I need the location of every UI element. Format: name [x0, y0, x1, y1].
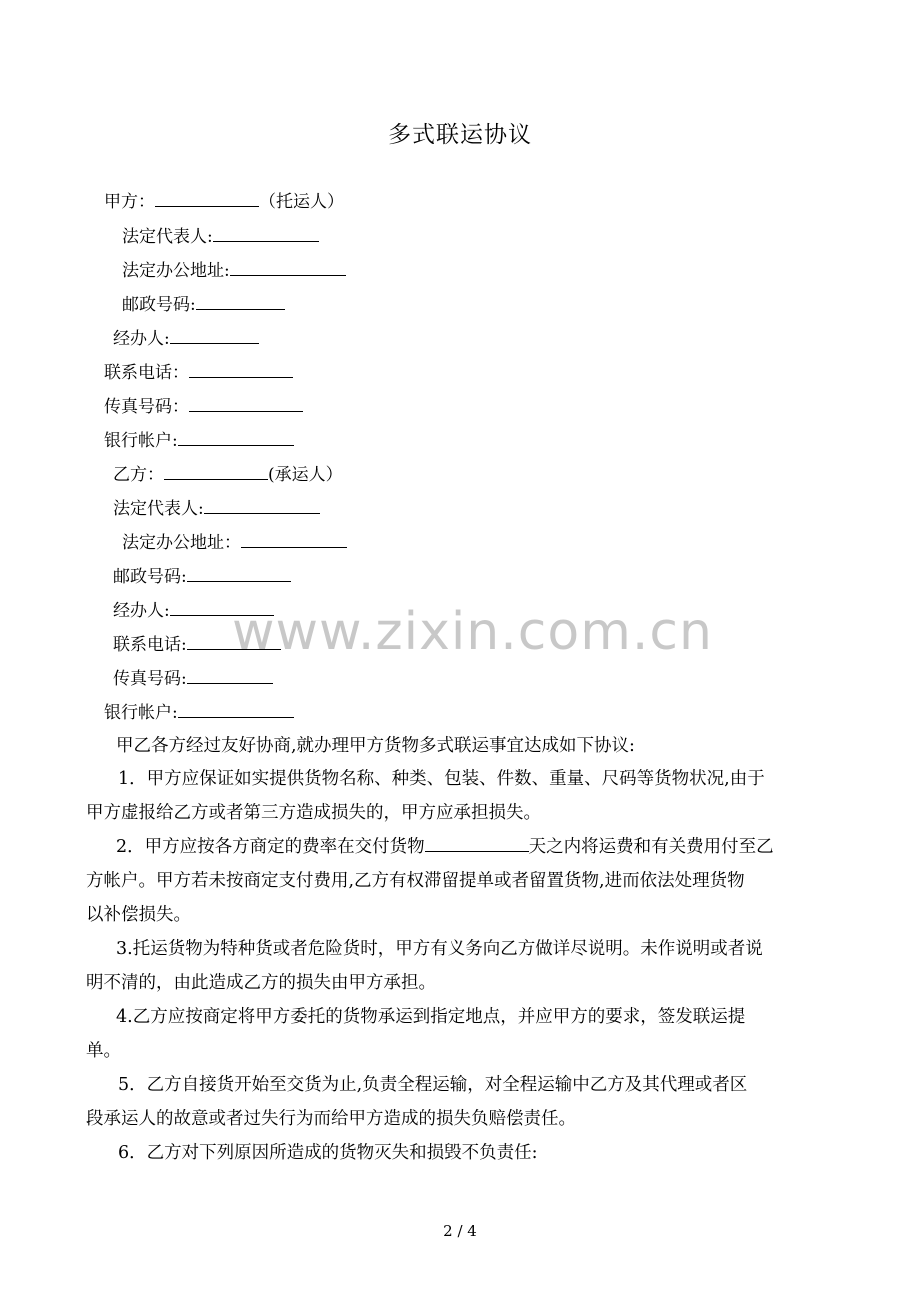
- party-b-bank-blank: [178, 701, 294, 718]
- party-b-legal-rep-label: 法定代表人:: [113, 499, 204, 519]
- page-number: 2 / 4: [443, 1222, 477, 1240]
- clause-2-post: 天之内将运费和有关费用付至乙: [528, 837, 774, 857]
- party-a-postcode-blank: [196, 293, 285, 310]
- party-a-phone: [104, 361, 293, 383]
- clause-1-line-2: 甲方虚报给乙方或者第三方造成损失的，甲方应承担损失。: [86, 803, 541, 823]
- clause-2-days-blank: [425, 835, 529, 852]
- party-b-name-blank: [164, 463, 268, 480]
- party-a-fax: [104, 395, 303, 417]
- clause-5-line-2: 段承运人的故意或者过失行为而给甲方造成的损失负赔偿责任。: [86, 1109, 576, 1129]
- party-b-fax-blank: [187, 667, 273, 684]
- party-a-office-blank: [230, 259, 346, 276]
- clause-3-line-1: 3.托运货物为特种货或者危险货时，甲方有义务向乙方做详尽说明。未作说明或者说: [116, 939, 763, 959]
- party-b-label: 乙方：: [113, 465, 164, 485]
- clause-1-line-1: 1．甲方应保证如实提供货物名称、种类、包装、件数、重量、尺码等货物状况,由于: [118, 769, 765, 789]
- party-a-phone-label: 联系电话：: [104, 363, 189, 383]
- party-a-name-blank: [155, 190, 259, 207]
- party-b-suffix: (承运人）: [268, 465, 343, 485]
- party-a-legal-rep-label: 法定代表人:: [122, 227, 213, 247]
- clause-1: [86, 762, 830, 830]
- party-b-bank: [104, 701, 294, 723]
- party-a-fax-label: 传真号码：: [104, 397, 189, 417]
- party-b-office-blank: [241, 531, 347, 548]
- party-a-suffix: （托运人）: [259, 192, 344, 212]
- clause-4-line-1: 4.乙方应按商定将甲方委托的货物承运到指定地点，并应甲方的要求，签发联运提: [116, 1007, 746, 1027]
- party-a-phone-blank: [189, 361, 293, 378]
- party-b-postcode-blank: [187, 565, 291, 582]
- clause-6-line-1: 6．乙方对下列原因所造成的货物灭失和损毁不负责任:: [118, 1143, 538, 1163]
- party-b-legal-rep-blank: [204, 497, 320, 514]
- party-a-agent-blank: [170, 327, 259, 344]
- party-b-postcode: [113, 565, 291, 587]
- clause-5-line-1: 5．乙方自接货开始至交货为止,负责全程运输，对全程运输中乙方及其代理或者区: [118, 1075, 748, 1095]
- party-a-legal-rep-blank: [213, 225, 319, 242]
- party-a-agent: [113, 327, 259, 349]
- party-b-office-label: 法定办公地址：: [122, 533, 241, 553]
- watermark: www.zixin.com.cn: [232, 602, 713, 662]
- party-a-fax-blank: [189, 395, 303, 412]
- party-a-line: [104, 190, 344, 212]
- party-a-label: 甲方：: [104, 192, 155, 212]
- party-b-bank-label: 银行帐户:: [104, 703, 178, 723]
- party-a-agent-label: 经办人:: [113, 329, 170, 349]
- party-b-line: [113, 463, 343, 485]
- party-b-phone-label: 联系电话:: [113, 635, 187, 655]
- party-b-fax: [113, 667, 273, 689]
- clause-4-line-2: 单。: [86, 1041, 121, 1061]
- party-b-agent-label: 经办人:: [113, 601, 170, 621]
- clause-2-pre: 2．甲方应按各方商定的费率在交付货物: [116, 837, 425, 857]
- party-a-office-label: 法定办公地址:: [122, 261, 230, 281]
- party-a-office: [122, 259, 346, 281]
- clause-2-line-2: 方帐户。甲方若未按商定支付费用,乙方有权滞留提单或者留置货物,进而依法处理货物: [86, 871, 745, 891]
- clause-2: [86, 830, 830, 932]
- party-b-office: [122, 531, 347, 553]
- clause-2-line-1: [86, 830, 830, 864]
- clause-3: [86, 932, 830, 1000]
- party-b-fax-label: 传真号码:: [113, 669, 187, 689]
- party-a-legal-rep: [122, 225, 319, 247]
- party-a-bank-label: 银行帐户:: [104, 431, 178, 451]
- clause-6: [86, 1136, 830, 1170]
- party-a-bank: [104, 429, 294, 451]
- party-a-postcode-label: 邮政号码:: [122, 295, 196, 315]
- clause-5: [86, 1068, 830, 1136]
- party-b-postcode-label: 邮政号码:: [113, 567, 187, 587]
- intro-paragraph: 甲乙各方经过友好协商,就办理甲方货物多式联运事宜达成如下协议:: [116, 736, 635, 756]
- document-title: 多式联运协议: [388, 122, 532, 148]
- party-a-postcode: [122, 293, 285, 315]
- party-b-legal-rep: [113, 497, 320, 519]
- clause-2-line-3: 以补偿损失。: [86, 905, 191, 925]
- party-a-bank-blank: [178, 429, 294, 446]
- clause-4: [86, 1000, 830, 1068]
- clause-3-line-2: 明不清的，由此造成乙方的损失由甲方承担。: [86, 973, 436, 993]
